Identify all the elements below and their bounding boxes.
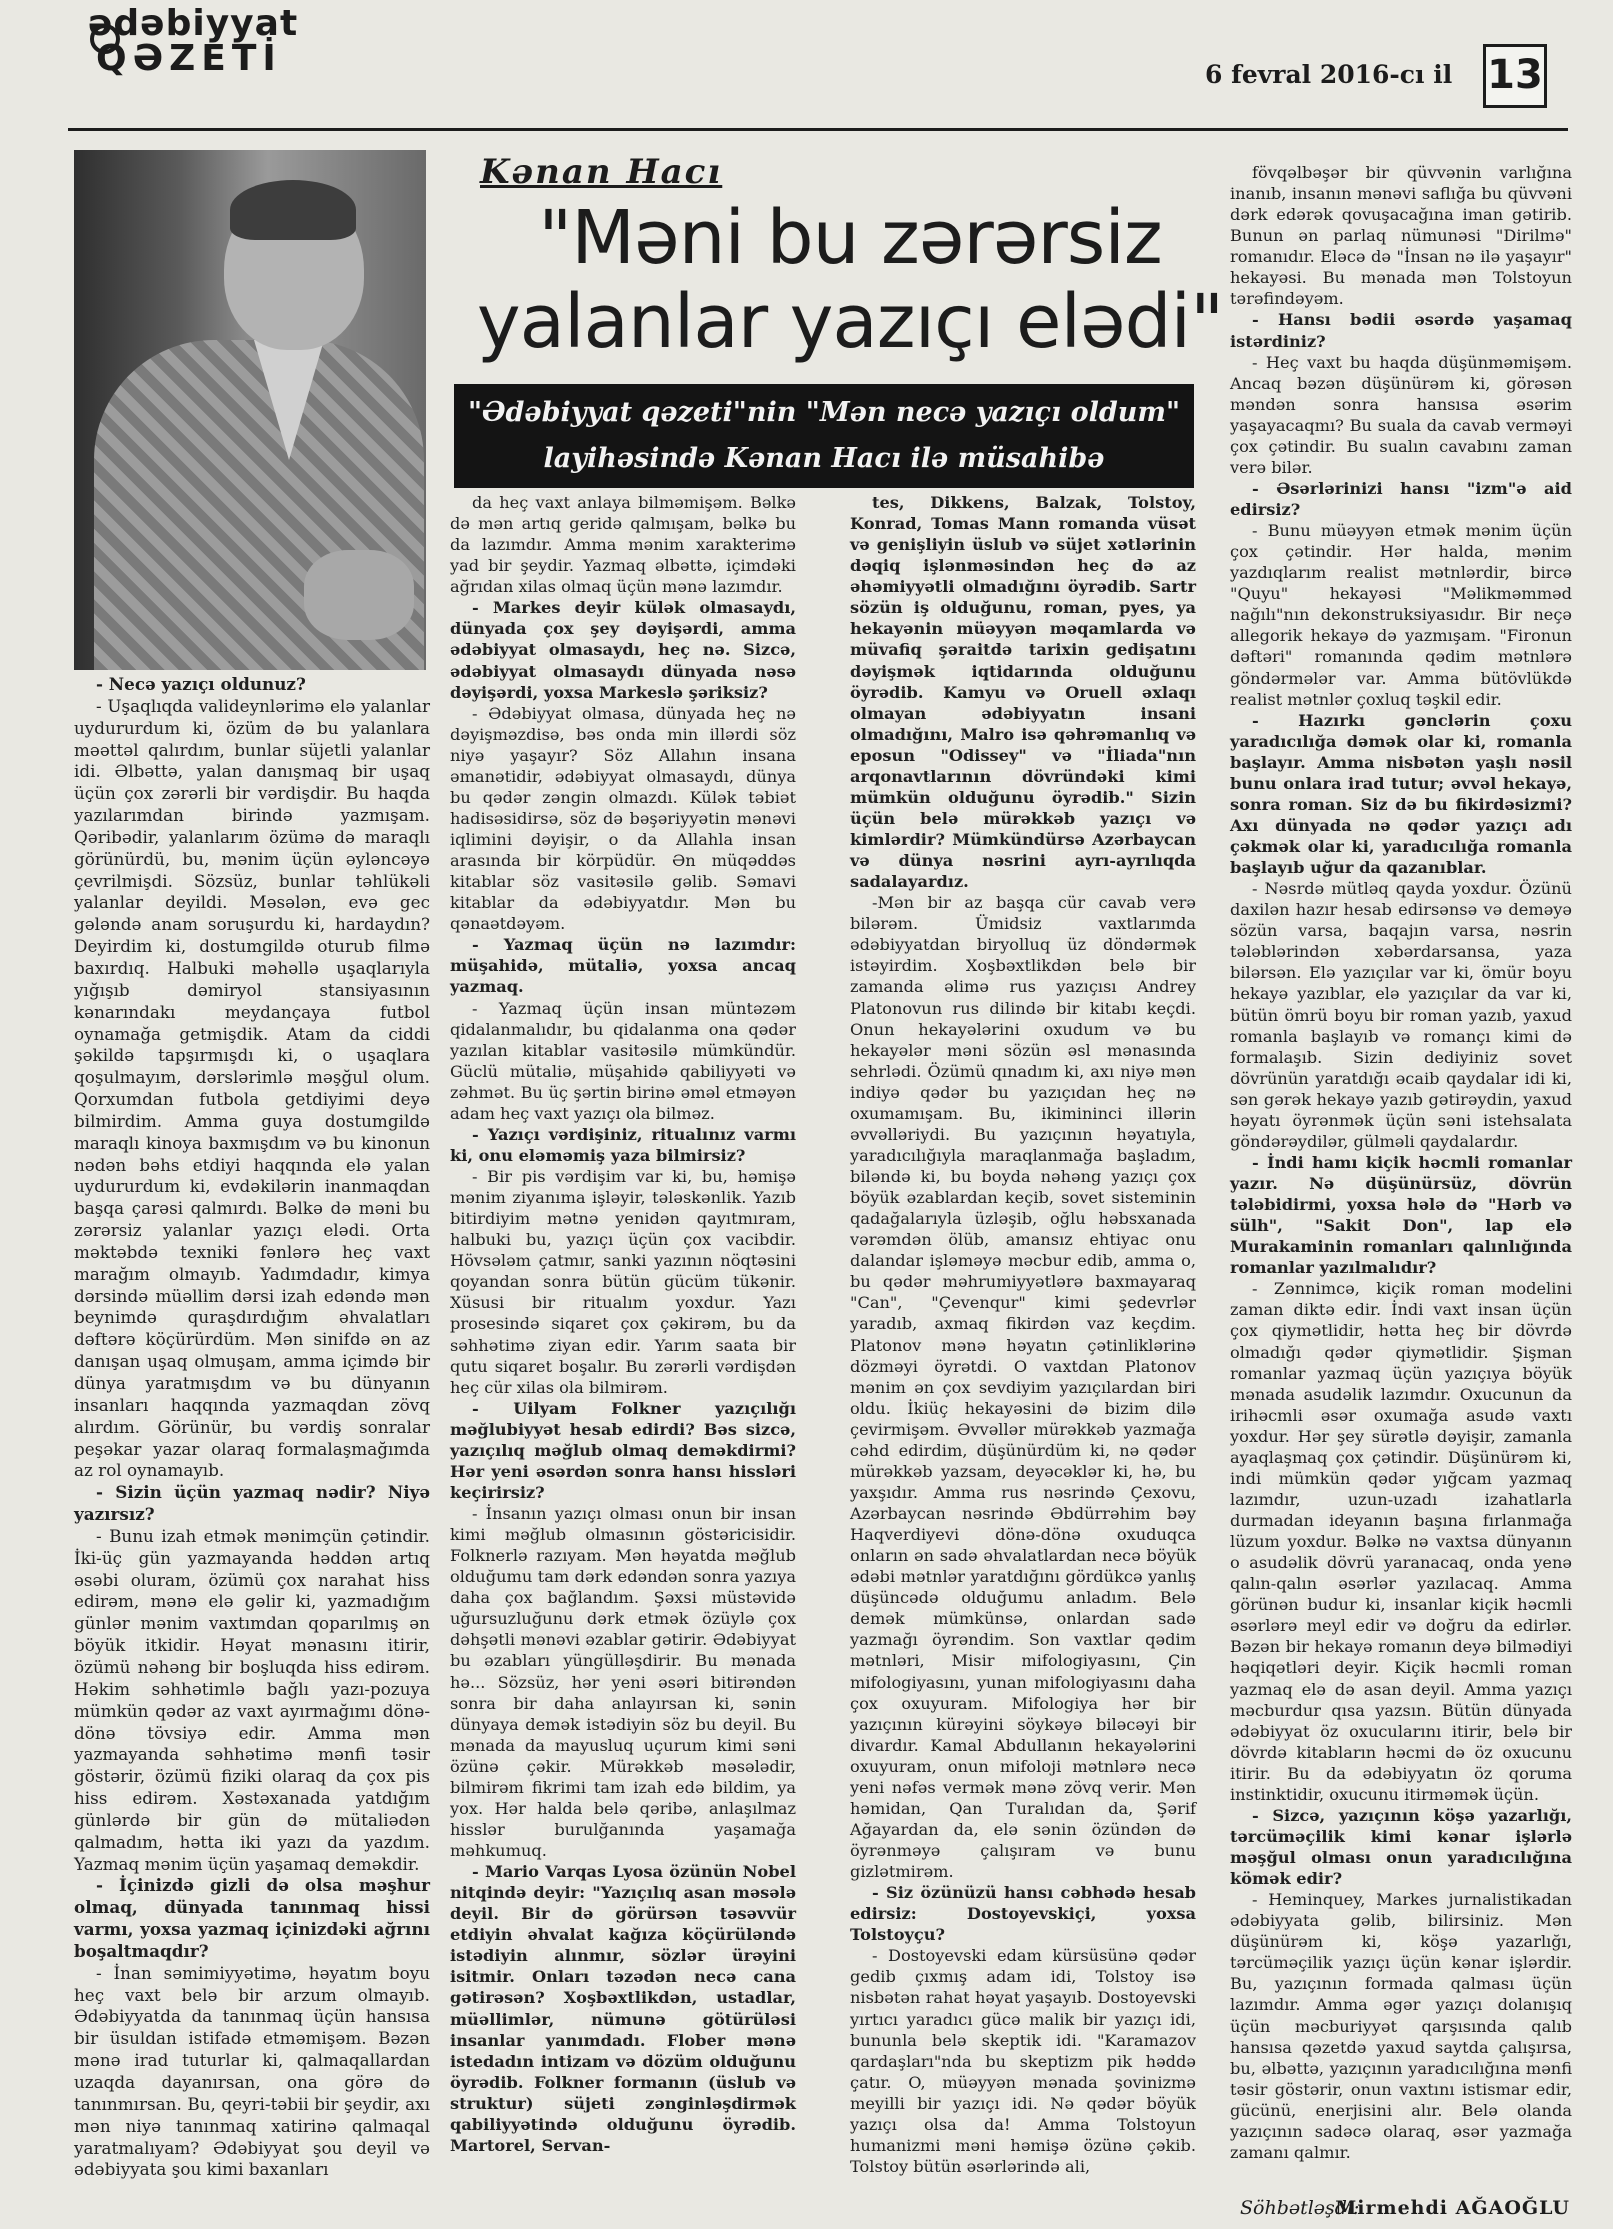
interview-answer: - İnsanın yazıçı olması onun bir insan kimi məğlub olmasının göstəricisidir. Folknerlə razıyam. Mən həyatda məğlub olduğumu tam dərk edəndən sonra yazıya daha çox bağlandım. Şəxsi müstəvidə uğursuzluğunu dərk etmək özüylə çox dəhşətli mənəvi əzablar gətirir. Ədəbiyyat bu əzabları yüngülləşdirir. Bu mənada hə... Sözsüz, hər yeni əsəri bitirəndən sonra bir daha anlayırsan ki, sənin dünyaya demək istədiyin söz bu deyil. Bu mənada da mayusluq uçurum kimi səni özünə çəkir. Mürəkkəb məsələdir, bilmirəm fikrimi tam izah edə bildim, ya yox. Hər halda belə qəribə, anlaşılmaz hisslər burulğanında yaşamağa məhkumuq. bbox=[450, 1504, 796, 1860]
interview-question: - Markes deyir külək olmasaydı, dünyada çox şey dəyişərdi, amma ədəbiyyat olmasaydı, heç nə. Sizcə, ədəbiyyat olmasaydı dünyada nəsə dəyişərdi, yoxsa Markeslə şəriksiz? bbox=[450, 598, 796, 702]
logo-emblem-icon bbox=[90, 24, 120, 54]
headline-line2: yalanlar yazıçı elədi" bbox=[476, 279, 1224, 365]
interview-question: - İndi hamı kiçik həcmli romanlar yazır. Nə düşünürsüz, dövrün tələbidirmi, yoxsa hələ də "Hərb və sülh", "Sakit Don", lap elə Murakaminin romanları qalınlığında romanlar yazılmalıdır? bbox=[1230, 1152, 1572, 1278]
interview-question: - Yazıçı vərdişiniz, ritualınız varmı ki, onu eləməmiş yaza bilmirsiz? bbox=[450, 1124, 796, 1165]
interview-answer: da heç vaxt anlaya bilməmişəm. Bəlkə də mən artıq geridə qalmışam, bəlkə bu da lazımdır. Amma mənim xarakterimə yad bir şeydir. Yazmaq əlbəttə, içimdəki ağrıdan xilas olmaq üçün mənə lazımdır. bbox=[450, 493, 796, 597]
interview-answer: - Nəsrdə mütləq qayda yoxdur. Özünü daxilən hazır hesab edirsənsə və deməyə sözün varsa, baqajın varsa, nəsrin tələblərindən xəbərdarsansa, yaza bilərsən. Elə yazıçılar var ki, ömür boyu hekayə yazıblar, elə yazıçılar da var ki, bütün ömrü boyu bir roman yazıb, yaxud romanla başlayıb və romançı kimi də formalaşıb. Sizin dediyiniz sovet dövrünün yaratdığı əcaib qaydalar idi ki, sən gərək hekayə yazıb gətirəydin, yaxud həyatı öyrənmək üçün səni istehsalata göndərəydilər, gülməli qaydalardır. bbox=[1230, 879, 1572, 1151]
issue-date: 6 fevral 2016-cı il bbox=[1205, 60, 1453, 89]
interview-question: - Uilyam Folkner yazıçılığı məğlubiyyət hesab edirdi? Bəs sizcə, yazıçılıq məğlub olmaq deməkdirmi? Hər yeni əsərdən sonra hansı hissləri keçirirsiz? bbox=[450, 1398, 796, 1502]
interview-question: - Əsərlərinizi hansı "izm"ə aid edirsiz? bbox=[1230, 478, 1572, 519]
article-headline bbox=[470, 196, 1230, 364]
banner-line1: "Ədəbiyyat qəzeti"nin "Mən necə yazıçı oldum" bbox=[467, 397, 1181, 428]
banner-line2: layihəsində Kənan Hacı ilə müsahibə bbox=[543, 443, 1105, 474]
interview-question: - Necə yazıçı oldunuz? bbox=[96, 674, 306, 694]
interview-answer: -Mən bir az başqa cür cavab verə bilərəm. Ümidsiz vaxtlarımda ədəbiyyatdan biryolluq üz döndərmək istəyirdim. Xoşbəxtlikdən belə bir zamanda əlimə rus yazıçısı Andrey Platonovun rus dilində bir kitabı keçdi. Onun hekayələrini oxudum və bu hekayələr məni sözün əsl mənasında sehrlədi. Özümü qınadım ki, axı niyə mən indiyə qədər bu yazıçıdan heç nə oxumamışam. Bu, ikimininci illərin əvvəlləriydi. Bu yazıçının həyatıyla, yaradıcılığıyla maraqlanmağa başladım, biləndə ki, bu boyda nəhəng yazıçı çox böyük əzablardan keçib, sovet sisteminin qadağalarıyla üzləşib, oğlu həbsxanada vərəmdən ölüb, amansız ehtiyac onu dalandar işləməyə məcbur edib, amma o, bu qədər məhrumiyyətlərə baxmayaraq "Can", "Çevenqur" kimi şedevrlər yaradıb, axmaq fikirdən vaz keçdim. Platonov mənə həyatın çətinliklərinə dözməyi öyrətdi. O vaxtdan Platonov mənim ən çox sevdiyim yazıçılardan biri oldu. İkiüç hekayəsini də bizim dilə çevirmişəm. Əvvəllər mürəkkəb yazmağa cəhd edirdim, düşünürdüm ki, nə qədər mürəkkəb yazsam, deyəcəklər ki, hə, bu yaxşıdır. Amma rus nəsrində Çexovu, Azərbaycan nəsrində Əbdürrəhim bəy Haqverdiyevi dönə-dönə oxuduqca onların ən sadə əhvalatlardan necə böyük ədəbi mətnlər yaratdığını gördükcə yanlış düşüncədə olduğumu anladım. Belə demək mümkünsə, onlardan sadə yazmağı öyrəndim. Son vaxtlar qədim mətnləri, Misir mifologiyasını, Çin mifologiyasını, yunan mifologiyasını daha çox oxuyuram. Mifologiya hər bir yazıçının kürəyini söykəyə biləcəyi bir divardır. Kamal Abdullanın hekayələrini oxuyuram, onun mifoloji mətnlərə necə yeni nəfəs vermək mənə zövq verir. Mən həmidan, Qan Turalıdan da, Şərif Ağayardan da, elə sənin özündən də öyrənməyə çalışıram və bunu gizlətmirəm. bbox=[850, 893, 1196, 1882]
page-number: 13 bbox=[1487, 52, 1543, 98]
interview-question: - Hazırkı gənclərin çoxu yaradıcılığa dəmək olar ki, romanla başlayır. Amma nisbətən yaşlı nəsil bunu onlara irad tutur; əvvəl hekayə, sonra roman. Siz də bu fikirdəsizmi? Axı dünyada nə qədər yazıçı adı çəkmək olar ki, yaradıcılığa romanla başlayıb uğur da qazanıblar. bbox=[1230, 710, 1572, 878]
headline-line1: "Məni bu zərərsiz bbox=[538, 195, 1162, 281]
interview-answer: - Bunu müəyyən etmək mənim üçün çox çətindir. Hər halda, mənim yazdıqlarım realist mətnlərdir, bircə "Quyu" hekayəsi "Məlikməmməd nağılı"nın dekonstruksiyasıdır. Bir neçə allegorik hekayə də yazmışam. "Fironun dəftəri" romanında qədim mətnlərə göndərmələr var. Amma bütövlükdə realist mətnlər çoxluq təşkil edir. bbox=[1230, 521, 1572, 709]
masthead-logo bbox=[88, 3, 338, 79]
author-photo bbox=[74, 150, 426, 670]
interview-answer: - Bunu izah etmək mənimçün çətindir. İki-üç gün yazmayanda həddən artıq əsəbi oluram, özümü çox narahat hiss edirəm, mənə elə gəlir ki, yazmadığım günlər mənim vaxtımdan qoparılmış ən böyük itkidir. Həyat mənasını itirir, özümü nəhəng bir boşluqda hiss edirəm. Həkim səhhətimlə bağlı yazı-pozuya mümkün qədər az vaxt ayırmağımı dönə-dönə tövsiyə edir. Amma mən yazmayanda səhhətimə mənfi təsir göstərir, özümü fiziki olaraq da çox pis hiss edirəm. Xəstəxanada yatdığım günlərdə bir gün də mütaliədən qalmadım, hətta iki yazı da yazdım. Yazmaq mənim üçün yaşamaq deməkdir. bbox=[74, 1525, 430, 1874]
text-column-3 bbox=[850, 492, 1196, 2177]
interview-answer: - Ədəbiyyat olmasa, dünyada heç nə dəyişməzdisə, bəs onda min illərdi söz niyə yaşayır? Söz Allahın insana əmanətidir, ədəbiyyat olmasaydı, dünya bu qədər zəngin olmazdı. Külək təbiət hadisəsidirsə, söz də bəşəriyyətin mənəvi iqlimini dəyişir, o da Allahla insan arasında bir körpüdür. Ən müqəddəs kitablar söz vasitəsilə gəlib. Səmavi kitablar da ədəbiyyatdır. Mən bu qənaətdəyəm. bbox=[450, 703, 796, 934]
interview-question: - Sizin üçün yazmaq nədir? Niyə yazırsız? bbox=[74, 1482, 430, 1525]
interview-question: - İçinizdə gizli də olsa məşhur olmaq, dünyada tanınmaq hissi varmı, yoxsa yazmaq içinizdəki ağrını boşaltmaqdır? bbox=[74, 1875, 430, 1961]
interview-answer: - Yazmaq üçün insan müntəzəm qidalanmalıdır, bu qidalanma ona qədər yazılan kitablar vasitəsilə mümkündür. Güclü mütaliə, müşahidə qabiliyyəti və zəhmət. Bu üç şərtin birinə əməl etməyən adam heç vaxt yazıçı ola bilməz. bbox=[450, 998, 796, 1123]
interview-question: - Yazmaq üçün nə lazımdır: müşahidə, mütaliə, yoxsa ancaq yazmaq. bbox=[450, 935, 796, 997]
signature-name: Mirmehdi AĞAOĞLU bbox=[1335, 2197, 1570, 2219]
interview-answer: - Heç vaxt bu haqda düşünməmişəm. Ancaq bəzən düşünürəm ki, görəsən məndən sonra hansısa əsərim yaşayacaqmı? Bu suala da cavab verməyi çox çətindir. Bu sualın cavabını zaman verə bilər. bbox=[1230, 352, 1572, 477]
text-column-4 bbox=[1230, 162, 1572, 2163]
interview-answer: - Heminquey, Markes jurnalistikadan ədəbiyyata gəlib, bilirsiniz. Mən düşünürəm ki, köşə yazarlığı, tərcüməçilik yazıçı üçün kənar işlərdir. Bu, yazıçının formada qalması üçün lazımdır. Amma əgər yazıçı dolanışıq üçün məcburiyyət qarşısında qalıb hansısa qəzetdə yaxud saytda çalışırsa, bu, əlbəttə, yazıçının yaradıcılığına mənfi təsir göstərir, onun vaxtını istismar edir, gücünü, enerjisini alır. Belə olanda yazıçının sadəcə olaraq, əsər yazmağa zamanı qalmır. bbox=[1230, 1890, 1572, 2162]
interview-question: tes, Dikkens, Balzak, Tolstoy, Konrad, Tomas Mann romanda vüsət və genişliyin üslub və süjet xətlərinin dəqiq işlənməsindən heç də az əhəmiyyətli olmadığını öyrədib. Sartr sözün iş olduğunu, roman, pyes, ya hekayənin müəyyən məqamlarda və müvafiq şəraitdə tarixin gedişatını dəyişmək iqtidarında olduğunu öyrədib. Kamyu və Oruell əxlaqı olmayan ədəbiyyatın insani olmadığını, Malro isə qəhrəmanlıq və eposun "Odissey" və "İliada"nın arqonavtlarının dövründəki kimi mümkün olduğunu öyrədib." Sizin üçün belə mürəkkəb yazıçı və kimlərdir? Mümkündürsə Azərbaycan və dünya nəsrini ayrı-ayrılıqda sadalayardız. bbox=[850, 493, 1196, 892]
article-author: Kənan Hacı bbox=[480, 152, 723, 192]
interview-question: - Hansı bədii əsərdə yaşamaq istərdiniz? bbox=[1230, 310, 1572, 351]
text-column-2 bbox=[450, 492, 796, 2156]
text-column-1 bbox=[74, 674, 430, 2181]
interview-answer: - Bir pis vərdişim var ki, bu, həmişə mənim ziyanıma işləyir, tələskənlik. Yazıb bitirdiyim mətnə yenidən qayıtmıram, halbuki bu, yazıçı üçün çox vacibdir. Hövsələm çatmır, sanki yazının nöqtəsini qoyandan sonra bütün gücüm tükənir. Xüsusi bir ritualım yoxdur. Yazı prosesində siqaret çox çəkirəm, bu da səhhətimə ziyan edir. Yarım saata bir qutu siqaret boşalır. Bu zərərli vərdişdən heç cür xilas ola bilmirəm. bbox=[450, 1167, 796, 1397]
signature-role: Söhbətləşdi: bbox=[1240, 2197, 1360, 2219]
subtitle-banner bbox=[454, 384, 1194, 488]
interview-question: - Sizcə, yazıçının köşə yazarlığı, tərcüməçilik kimi kənar işlərlə məşğul olması onun yaradıcılığına kömək edir? bbox=[1230, 1805, 1572, 1889]
interview-answer: - Uşaqlıqda valideynlərimə elə yalanlar uydururdum ki, özüm də bu yalanlara məəttəl qalırdım, bunlar süjetli yalanlar idi. Əlbəttə, yalan danışmaq bir uşaq üçün çox zərərli bir vərdişdir. Bu haqda yazılarımdan birində yazmışam. Qəribədir, yalanlarım özümə də maraqlı görünürdü, bu, mənim üçün əyləncəyə çevrilmişdi. Sözsüz, bunlar təhlükəli yalanlar deyildi. Məsələn, evə gec gələndə anam soruşurdu ki, hardaydın? Deyirdim ki, dostumgildə oturub filmə baxırdıq. Halbuki məhəllə uşaqlarıyla yığışıb dəmiryol stansiyasının kənarındakı meydançaya futbol oynamağa getmişdik. Atam da ciddi şəkildə tapşırmışdı ki, o uşaqlara qoşulmayım, dərslərimlə məşğul olum. Qorxumdan futbola getdiyimi deyə bilmirdim. Amma guya dostumgildə maraqlı kinoya baxmışdım və bu kinonun nədən bəhs etdiyi haqqında elə yalan uydururdum ki, evdəkilərin inanmaqdan başqa çarəsi qalmırdı. Bəlkə də məni bu zərərsiz yalanlar yazıçı elədi. Orta məktəbdə texniki fənlərə heç vaxt marağım olmayıb. Yadımdadır, kimya dərsində müəllim dərsi izah edəndə mən beynimdə quraşdırdığım əhvalatları dəftərə köçürürdüm. Mən sinifdə ən az danışan uşaq olmuşam, amma içimdə bir dünya yaratmışdım və bu dünyanın insanları haqqında yazmaqdan zövq alırdım. Görünür, bu vərdiş sonralar peşəkar yazar olaraq formalaşmağımda az rol oynamayıb. bbox=[74, 695, 430, 1481]
masthead-line1: ədəbiyyat bbox=[88, 3, 299, 44]
interview-answer: - Zənnimcə, kiçik roman modelini zaman diktə edir. İndi vaxt insan üçün çox qiymətlidir, hətta heç bir dövrdə olmadığı qədər qiymətlidir. Şişman romanlar yazmaq üçün yazıçıya böyük mənada asudəlik lazımdır. Oxucunun da irihəcmli əsər oxumağa asudə vaxtı yoxdur. Hər şey sürətlə dəyişir, zamanla ayaqlaşmaq çox çətindir. Düşünürəm ki, indi mümkün qədər yığcam yazmaq lazımdır, uzun-uzadı izahatlarla durmadan ideyanın başına fırlanmağa lüzum yoxdur. Bəlkə nə vaxtsa dünyanın o asudəlik dövrü yaranacaq, onda yenə qalın-qalın əsərlər yazılacaq. Amma görünən budur ki, insanlar kiçik həcmli əsərlərə meyl edir və doğru da edirlər. Bəzən bir hekayə romanın deyə bilmədiyi həqiqətləri deyir. Kiçik həcmli roman yazmaq elə də asan deyil. Amma yazıçı məcburdur qısa yazsın. Bütün dünyada ədəbiyyat öz oxucularını itirir, belə bir dövrdə kitabların həcmi də öz oxucunu itirir. Bu da ədəbiyyatın öz qoruma instinktidir, oxucunu itirməmək üçün. bbox=[1230, 1279, 1572, 1804]
interview-question: - Mario Varqas Lyosa özünün Nobel nitqində deyir: "Yazıçılıq asan məsələ deyil. Bir də görürsən təsəvvür etdiyin əhvalat kağıza köçürüləndə istədiyin alınmır, sözlər ürəyini isitmir. Onları təzədən necə cana gətirəsən? Xoşbəxtlikdən, ustadlar, müəllimlər, nümunə götürüləsi insanlar yanımdadı. Flober mənə istedadın intizam və dözüm olduğunu öyrədib. Folkner formanın (üslub və struktur) süjeti zənginləşdirmək qabiliyyətində olduğunu öyrədib. Martorel, Servan- bbox=[450, 1862, 796, 2155]
masthead-line2: QƏZETİ bbox=[96, 38, 282, 79]
interview-answer: fövqəlbəşər bir qüvvənin varlığına inanıb, insanın mənəvi saflığa bu qüvvəni dərk edərək qovuşacağına iman gətirib. Bunun ən parlaq nümunəsi "Dirilmə" romanıdır. Eləcə də "İnsan nə ilə yaşayır" hekayəsi. Bu mənada mən Tolstoyun tərəfindəyəm. bbox=[1230, 163, 1572, 309]
header-rule bbox=[68, 128, 1568, 131]
interview-answer: - Dostoyevski edam kürsüsünə qədər gedib çıxmış adam idi, Tolstoy isə nisbətən rahat həyat yaşayıb. Dostoyevski yırtıcı yaradıcı gücə malik bir yazıçı idi, bununla belə skeptik idi. "Karamazov qardaşları"nda bu skeptizm pik həddə çatır. O, müəyyən mənada şovinizmə meyilli bir yazıçı idi. Nə qədər böyük yazıçı olsa da! Amma Tolstoyun humanizmi məni həmişə özünə çəkib. Tolstoy bütün əsərlərində ali, bbox=[850, 1946, 1196, 2176]
signature bbox=[1240, 2197, 1570, 2219]
interview-question: - Siz özünüzü hansı cəbhədə hesab edirsiz: Dostoyevskiçi, yoxsa Tolstoyçu? bbox=[850, 1883, 1196, 1945]
page-number-box bbox=[1483, 44, 1547, 108]
interview-answer: - İnan səmimiyyətimə, həyatım boyu heç vaxt belə bir arzum olmayıb. Ədəbiyyatda da tanınmaq üçün hansısa bir üsuldan istifadə etməmişəm. Bəzən mənə irad tuturlar ki, qalmaqallardan uzaqda dayanırsan, ona görə də tanınmırsan. Bu, qeyri-təbii bir şeydir, axı mən niyə tanınmaq xatirinə qalmaqal yaratmalıyam? Ədəbiyyat şou deyil və ədəbiyyata şou kimi baxanları bbox=[74, 1962, 430, 2180]
